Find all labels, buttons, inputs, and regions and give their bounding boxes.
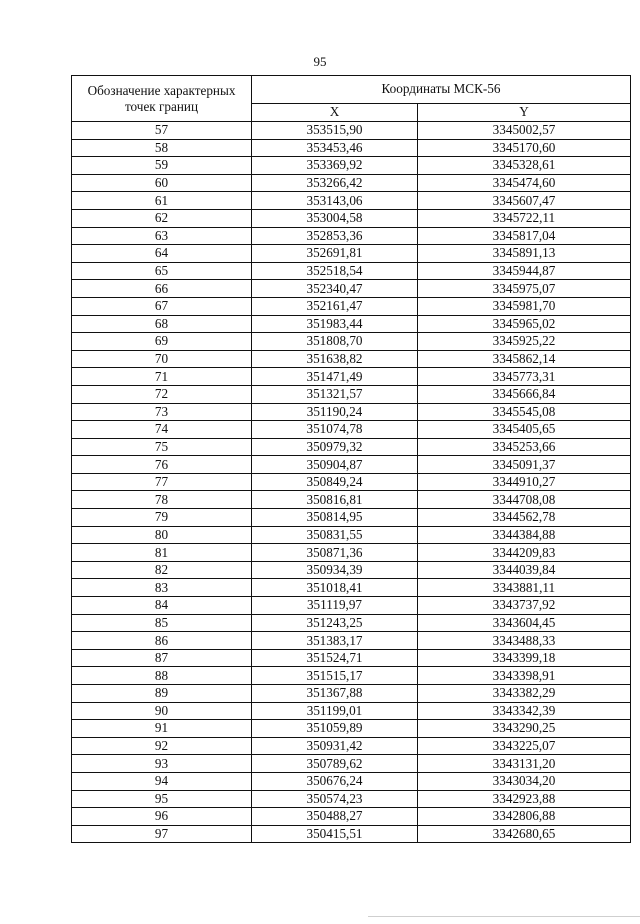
point-id-cell: 61	[72, 192, 252, 210]
table-row	[72, 614, 631, 632]
table-row	[72, 157, 631, 175]
x-coordinate-cell: 350831,55	[252, 526, 418, 544]
table-row	[72, 227, 631, 245]
y-coordinate-cell: 3343382,29	[418, 685, 631, 703]
y-coordinate-cell: 3345405,65	[418, 421, 631, 439]
table-row	[72, 491, 631, 509]
table-row	[72, 685, 631, 703]
y-coordinate-cell: 3343399,18	[418, 649, 631, 667]
table-row	[72, 403, 631, 421]
x-coordinate-cell: 351367,88	[252, 685, 418, 703]
y-coordinate-cell: 3343225,07	[418, 737, 631, 755]
table-row	[72, 702, 631, 720]
point-id-cell: 96	[72, 808, 252, 826]
coordinate-system-header: Координаты МСК-56	[252, 76, 631, 104]
table-row	[72, 579, 631, 597]
x-coordinate-cell: 351190,24	[252, 403, 418, 421]
table-row	[72, 825, 631, 843]
y-coordinate-cell: 3345253,66	[418, 438, 631, 456]
y-coordinate-cell: 3345891,13	[418, 245, 631, 263]
table-row	[72, 509, 631, 527]
table-row	[72, 808, 631, 826]
x-coordinate-cell: 350931,42	[252, 737, 418, 755]
y-coordinate-cell: 3345607,47	[418, 192, 631, 210]
table-row	[72, 209, 631, 227]
x-coordinate-cell: 351018,41	[252, 579, 418, 597]
y-coordinate-cell: 3344910,27	[418, 473, 631, 491]
y-coordinate-cell: 3345170,60	[418, 139, 631, 157]
point-id-cell: 89	[72, 685, 252, 703]
table-row	[72, 456, 631, 474]
table-row	[72, 720, 631, 738]
table-row	[72, 297, 631, 315]
point-id-cell: 57	[72, 122, 252, 140]
y-coordinate-cell: 3344708,08	[418, 491, 631, 509]
point-id-cell: 79	[72, 509, 252, 527]
y-coordinate-cell: 3343604,45	[418, 614, 631, 632]
point-id-cell: 91	[72, 720, 252, 738]
table-row	[72, 790, 631, 808]
y-coordinate-cell: 3343034,20	[418, 772, 631, 790]
table-row	[72, 649, 631, 667]
x-coordinate-cell: 351638,82	[252, 350, 418, 368]
point-id-cell: 97	[72, 825, 252, 843]
y-column-header: Y	[418, 103, 631, 121]
point-id-cell: 86	[72, 632, 252, 650]
x-coordinate-cell: 350676,24	[252, 772, 418, 790]
x-coordinate-cell: 350934,39	[252, 561, 418, 579]
x-coordinate-cell: 351059,89	[252, 720, 418, 738]
y-coordinate-cell: 3344562,78	[418, 509, 631, 527]
x-coordinate-cell: 351321,57	[252, 385, 418, 403]
point-id-cell: 87	[72, 649, 252, 667]
x-coordinate-cell: 353266,42	[252, 174, 418, 192]
x-coordinate-cell: 351808,70	[252, 333, 418, 351]
coordinates-table	[71, 75, 631, 843]
y-coordinate-cell: 3345545,08	[418, 403, 631, 421]
point-id-cell: 94	[72, 772, 252, 790]
table-row	[72, 262, 631, 280]
x-coordinate-cell: 350574,23	[252, 790, 418, 808]
y-coordinate-cell: 3343488,33	[418, 632, 631, 650]
point-id-cell: 74	[72, 421, 252, 439]
y-coordinate-cell: 3345002,57	[418, 122, 631, 140]
y-coordinate-cell: 3344209,83	[418, 544, 631, 562]
y-coordinate-cell: 3343737,92	[418, 597, 631, 615]
point-id-cell: 75	[72, 438, 252, 456]
x-coordinate-cell: 350979,32	[252, 438, 418, 456]
x-coordinate-cell: 350814,95	[252, 509, 418, 527]
point-id-cell: 70	[72, 350, 252, 368]
y-coordinate-cell: 3342923,88	[418, 790, 631, 808]
table-row	[72, 561, 631, 579]
y-coordinate-cell: 3342806,88	[418, 808, 631, 826]
point-id-cell: 82	[72, 561, 252, 579]
scan-edge-line	[368, 916, 640, 917]
table-row	[72, 139, 631, 157]
y-coordinate-cell: 3345975,07	[418, 280, 631, 298]
point-id-cell: 73	[72, 403, 252, 421]
x-coordinate-cell: 351199,01	[252, 702, 418, 720]
point-id-cell: 84	[72, 597, 252, 615]
x-coordinate-cell: 351524,71	[252, 649, 418, 667]
table-row	[72, 667, 631, 685]
x-coordinate-cell: 353515,90	[252, 122, 418, 140]
y-coordinate-cell: 3344384,88	[418, 526, 631, 544]
x-coordinate-cell: 350789,62	[252, 755, 418, 773]
x-coordinate-cell: 351243,25	[252, 614, 418, 632]
point-id-cell: 95	[72, 790, 252, 808]
point-id-cell: 77	[72, 473, 252, 491]
point-id-cell: 68	[72, 315, 252, 333]
table-row	[72, 245, 631, 263]
table-row	[72, 368, 631, 386]
y-coordinate-cell: 3343131,20	[418, 755, 631, 773]
y-coordinate-cell: 3345091,37	[418, 456, 631, 474]
table-row	[72, 755, 631, 773]
x-coordinate-cell: 352691,81	[252, 245, 418, 263]
y-coordinate-cell: 3345944,87	[418, 262, 631, 280]
table-row	[72, 597, 631, 615]
y-coordinate-cell: 3345773,31	[418, 368, 631, 386]
x-coordinate-cell: 351383,17	[252, 632, 418, 650]
x-coordinate-cell: 351515,17	[252, 667, 418, 685]
y-coordinate-cell: 3345817,04	[418, 227, 631, 245]
x-coordinate-cell: 353369,92	[252, 157, 418, 175]
x-coordinate-cell: 350415,51	[252, 825, 418, 843]
x-coordinate-cell: 353453,46	[252, 139, 418, 157]
table-row	[72, 333, 631, 351]
point-id-cell: 66	[72, 280, 252, 298]
point-id-cell: 65	[72, 262, 252, 280]
point-id-cell: 63	[72, 227, 252, 245]
point-id-cell: 71	[72, 368, 252, 386]
point-id-cell: 60	[72, 174, 252, 192]
point-id-cell: 69	[72, 333, 252, 351]
point-id-cell: 67	[72, 297, 252, 315]
point-id-cell: 85	[72, 614, 252, 632]
point-id-cell: 78	[72, 491, 252, 509]
table-row	[72, 473, 631, 491]
point-id-cell: 80	[72, 526, 252, 544]
table-row	[72, 122, 631, 140]
point-id-cell: 72	[72, 385, 252, 403]
point-id-cell: 83	[72, 579, 252, 597]
table-row	[72, 526, 631, 544]
point-id-cell: 88	[72, 667, 252, 685]
point-id-cell: 62	[72, 209, 252, 227]
point-id-cell: 58	[72, 139, 252, 157]
y-coordinate-cell: 3345965,02	[418, 315, 631, 333]
y-coordinate-cell: 3342680,65	[418, 825, 631, 843]
x-coordinate-cell: 350871,36	[252, 544, 418, 562]
table-row	[72, 192, 631, 210]
x-coordinate-cell: 350904,87	[252, 456, 418, 474]
y-coordinate-cell: 3345862,14	[418, 350, 631, 368]
x-coordinate-cell: 353004,58	[252, 209, 418, 227]
table-row	[72, 315, 631, 333]
table-row	[72, 350, 631, 368]
y-coordinate-cell: 3345474,60	[418, 174, 631, 192]
x-coordinate-cell: 352340,47	[252, 280, 418, 298]
y-coordinate-cell: 3343342,39	[418, 702, 631, 720]
x-coordinate-cell: 351119,97	[252, 597, 418, 615]
x-coordinate-cell: 351074,78	[252, 421, 418, 439]
table-row	[72, 632, 631, 650]
point-id-cell: 59	[72, 157, 252, 175]
table-row	[72, 421, 631, 439]
y-coordinate-cell: 3343398,91	[418, 667, 631, 685]
x-coordinate-cell: 352518,54	[252, 262, 418, 280]
table-row	[72, 772, 631, 790]
x-coordinate-cell: 351983,44	[252, 315, 418, 333]
x-coordinate-cell: 352853,36	[252, 227, 418, 245]
table-row	[72, 280, 631, 298]
point-id-cell: 81	[72, 544, 252, 562]
table-row	[72, 438, 631, 456]
y-coordinate-cell: 3345925,22	[418, 333, 631, 351]
table-row	[72, 174, 631, 192]
table-row	[72, 737, 631, 755]
y-coordinate-cell: 3345981,70	[418, 297, 631, 315]
x-coordinate-cell: 351471,49	[252, 368, 418, 386]
point-label-header: Обозначение характерных точек границ	[72, 76, 252, 122]
x-coordinate-cell: 350849,24	[252, 473, 418, 491]
x-coordinate-cell: 352161,47	[252, 297, 418, 315]
point-id-cell: 90	[72, 702, 252, 720]
y-coordinate-cell: 3344039,84	[418, 561, 631, 579]
x-coordinate-cell: 350488,27	[252, 808, 418, 826]
table-row	[72, 385, 631, 403]
x-column-header: X	[252, 103, 418, 121]
y-coordinate-cell: 3343881,11	[418, 579, 631, 597]
x-coordinate-cell: 353143,06	[252, 192, 418, 210]
page-number: 95	[313, 54, 327, 69]
x-coordinate-cell: 350816,81	[252, 491, 418, 509]
table-header	[72, 76, 631, 122]
y-coordinate-cell: 3343290,25	[418, 720, 631, 738]
table-body	[72, 122, 631, 843]
table-row	[72, 544, 631, 562]
y-coordinate-cell: 3345666,84	[418, 385, 631, 403]
point-id-cell: 92	[72, 737, 252, 755]
y-coordinate-cell: 3345722,11	[418, 209, 631, 227]
point-id-cell: 93	[72, 755, 252, 773]
point-id-cell: 64	[72, 245, 252, 263]
y-coordinate-cell: 3345328,61	[418, 157, 631, 175]
point-id-cell: 76	[72, 456, 252, 474]
